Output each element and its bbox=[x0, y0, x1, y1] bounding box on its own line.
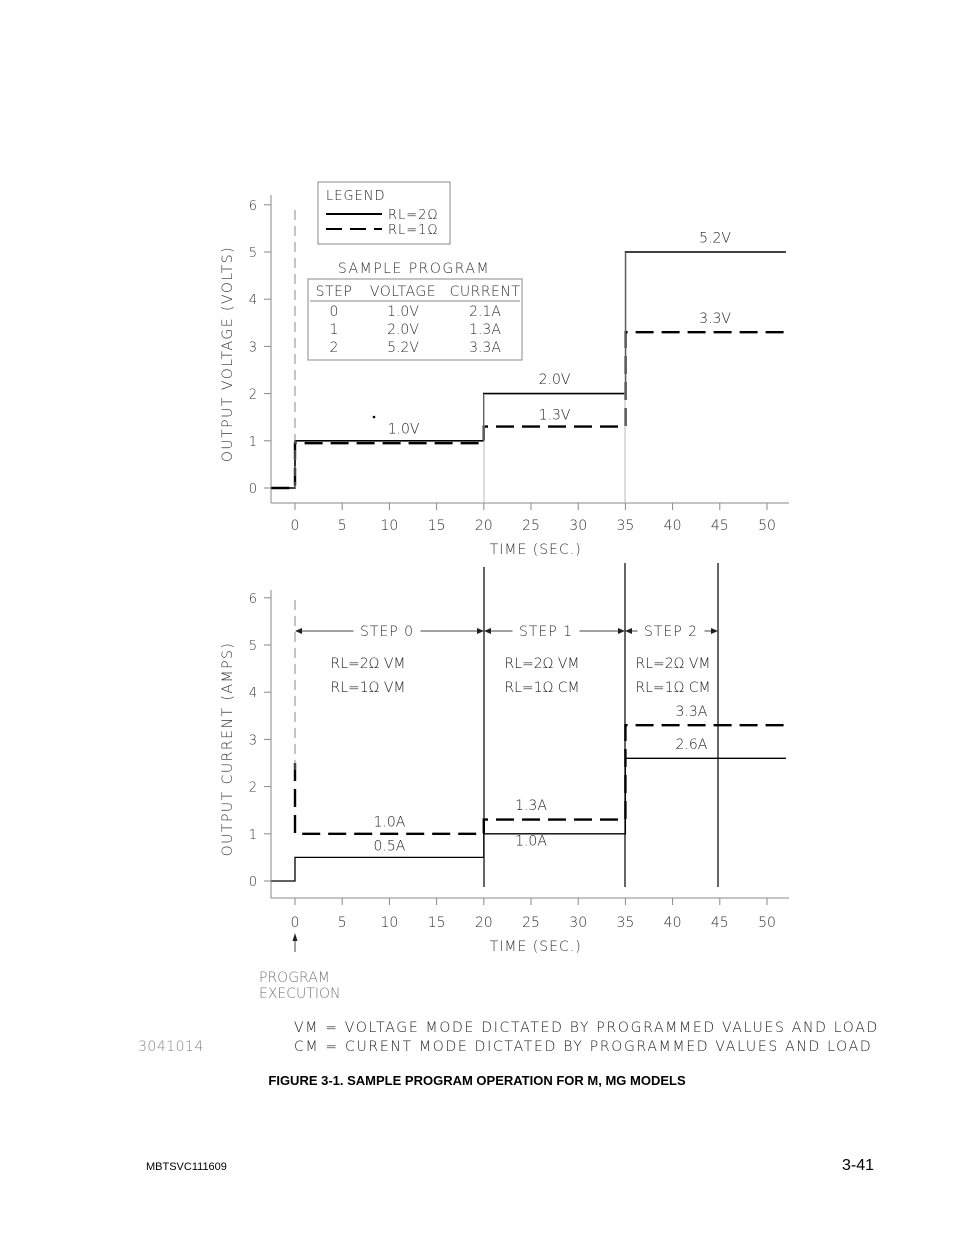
current-y-tick-label: 2 bbox=[248, 780, 257, 796]
voltage-x-tick-label: 45 bbox=[710, 518, 729, 534]
voltage-x-tick-label: 5 bbox=[337, 518, 347, 534]
current-y-tick-label: 1 bbox=[248, 827, 257, 843]
voltage-x-tick-label: 50 bbox=[758, 518, 776, 534]
program-table-cell: 1 bbox=[329, 322, 339, 338]
voltage-data-label: 3.3V bbox=[699, 310, 732, 327]
step-label: STEP 1 bbox=[518, 624, 574, 640]
current-x-tick-label: 50 bbox=[758, 915, 776, 931]
voltage-series-rl-1ohm bbox=[271, 332, 786, 488]
voltage-x-tick-label: 20 bbox=[474, 518, 493, 534]
program-table-cell: 3.3A bbox=[469, 340, 501, 356]
figure-caption: FIGURE 3-1. SAMPLE PROGRAM OPERATION FOR M, MG MODELS bbox=[268, 1073, 686, 1088]
voltage-x-axis-label: TIME (SEC.) bbox=[489, 542, 582, 558]
voltage-y-tick-label: 0 bbox=[248, 482, 257, 497]
current-data-label: 1.0A bbox=[373, 814, 406, 831]
program-table-cell: 2 bbox=[329, 340, 339, 356]
current-x-tick-label: 40 bbox=[663, 915, 682, 931]
program-execution-label: EXECUTION bbox=[259, 986, 341, 1002]
voltage-y-tick-label: 5 bbox=[248, 246, 257, 261]
current-data-label: 3.3A bbox=[675, 703, 708, 720]
current-x-tick-label: 5 bbox=[337, 915, 347, 931]
voltage-y-tick-label: 6 bbox=[248, 198, 257, 214]
current-x-tick-label: 15 bbox=[427, 915, 446, 931]
mode-label: RL=2Ω VM bbox=[504, 656, 580, 672]
program-table-cell: 1.3A bbox=[469, 322, 501, 338]
current-x-tick-label: 10 bbox=[380, 915, 399, 931]
voltage-x-tick-label: 0 bbox=[290, 518, 300, 534]
program-execution-arrowhead bbox=[293, 933, 298, 941]
current-data-label: 0.5A bbox=[373, 838, 406, 855]
voltage-x-tick-label: 15 bbox=[427, 518, 446, 534]
current-y-axis-label: OUTPUT CURRENT (AMPS) bbox=[220, 641, 236, 857]
mode-note: CM = CURENT MODE DICTATED BY PROGRAMMED VALUES AND LOAD bbox=[294, 1039, 873, 1055]
voltage-x-tick-label: 25 bbox=[522, 518, 540, 534]
current-x-tick-label: 35 bbox=[616, 915, 635, 931]
legend-dashed-label: RL=1Ω bbox=[388, 223, 439, 238]
drawing-number: 3041014 bbox=[138, 1039, 204, 1055]
current-y-tick-label: 5 bbox=[248, 639, 257, 654]
current-x-tick-label: 20 bbox=[474, 915, 493, 931]
program-table-header: STEP bbox=[315, 284, 353, 300]
step-arrowhead-right bbox=[477, 628, 484, 634]
mode-label: RL=2Ω VM bbox=[635, 656, 711, 672]
current-y-tick-label: 4 bbox=[248, 686, 257, 702]
step-arrowhead-right bbox=[618, 628, 625, 634]
mode-label: RL=1Ω CM bbox=[504, 680, 580, 696]
step-label: STEP 0 bbox=[359, 624, 415, 640]
voltage-data-label: 1.0V bbox=[387, 421, 420, 438]
program-table-cell: 2.1A bbox=[469, 304, 501, 320]
voltage-x-tick-label: 40 bbox=[663, 518, 682, 534]
current-data-label: 1.0A bbox=[515, 833, 547, 850]
voltage-data-label: 1.3V bbox=[538, 407, 571, 424]
program-table-header: CURRENT bbox=[449, 284, 521, 300]
current-series-rl-1ohm bbox=[295, 725, 786, 834]
program-table-cell: 2.0V bbox=[387, 322, 419, 338]
page-number: 3-41 bbox=[841, 1157, 874, 1174]
step-label: STEP 2 bbox=[643, 624, 699, 640]
step-arrowhead-right bbox=[711, 628, 718, 634]
program-execution-label: PROGRAM bbox=[259, 970, 330, 986]
current-x-tick-label: 45 bbox=[710, 915, 729, 931]
step-arrowhead-left bbox=[484, 628, 491, 634]
current-x-tick-label: 25 bbox=[522, 915, 540, 931]
stray-dot bbox=[373, 416, 376, 419]
mode-note: VM = VOLTAGE MODE DICTATED BY PROGRAMMED VALUES AND LOAD bbox=[294, 1020, 880, 1036]
step-arrowhead-left bbox=[625, 628, 632, 634]
current-y-tick-label: 0 bbox=[248, 875, 257, 890]
mode-label: RL=2Ω VM bbox=[330, 656, 406, 672]
legend-title: LEGEND bbox=[326, 189, 386, 204]
voltage-y-axis-label: OUTPUT VOLTAGE (VOLTS) bbox=[220, 245, 236, 463]
current-y-tick-label: 6 bbox=[248, 591, 257, 607]
voltage-y-tick-label: 1 bbox=[248, 434, 257, 450]
mode-label: RL=1Ω VM bbox=[330, 680, 406, 696]
program-table-cell: 5.2V bbox=[387, 340, 419, 356]
current-y-tick-label: 3 bbox=[248, 733, 257, 749]
voltage-y-tick-label: 2 bbox=[248, 387, 257, 403]
current-data-label: 1.3A bbox=[515, 798, 547, 815]
step-arrowhead-left bbox=[295, 628, 302, 634]
program-table-cell: 1.0V bbox=[387, 304, 419, 320]
voltage-data-label: 2.0V bbox=[538, 372, 571, 389]
program-table-title: SAMPLE PROGRAM bbox=[337, 261, 491, 277]
current-x-tick-label: 30 bbox=[569, 915, 588, 931]
current-data-label: 2.6A bbox=[675, 736, 708, 753]
voltage-data-label: 5.2V bbox=[699, 230, 732, 247]
program-table-cell: 0 bbox=[329, 304, 339, 320]
document-id: MBTSVC111609 bbox=[146, 1161, 227, 1173]
voltage-y-tick-label: 4 bbox=[248, 293, 257, 309]
program-table-header: VOLTAGE bbox=[369, 284, 437, 300]
voltage-x-tick-label: 30 bbox=[569, 518, 588, 534]
voltage-x-tick-label: 35 bbox=[616, 518, 635, 534]
voltage-x-tick-label: 10 bbox=[380, 518, 399, 534]
voltage-y-tick-label: 3 bbox=[248, 340, 257, 356]
current-x-axis-label: TIME (SEC.) bbox=[489, 939, 582, 955]
mode-label: RL=1Ω CM bbox=[635, 680, 711, 696]
legend-solid-label: RL=2Ω bbox=[388, 208, 439, 223]
current-x-tick-label: 0 bbox=[290, 915, 300, 931]
